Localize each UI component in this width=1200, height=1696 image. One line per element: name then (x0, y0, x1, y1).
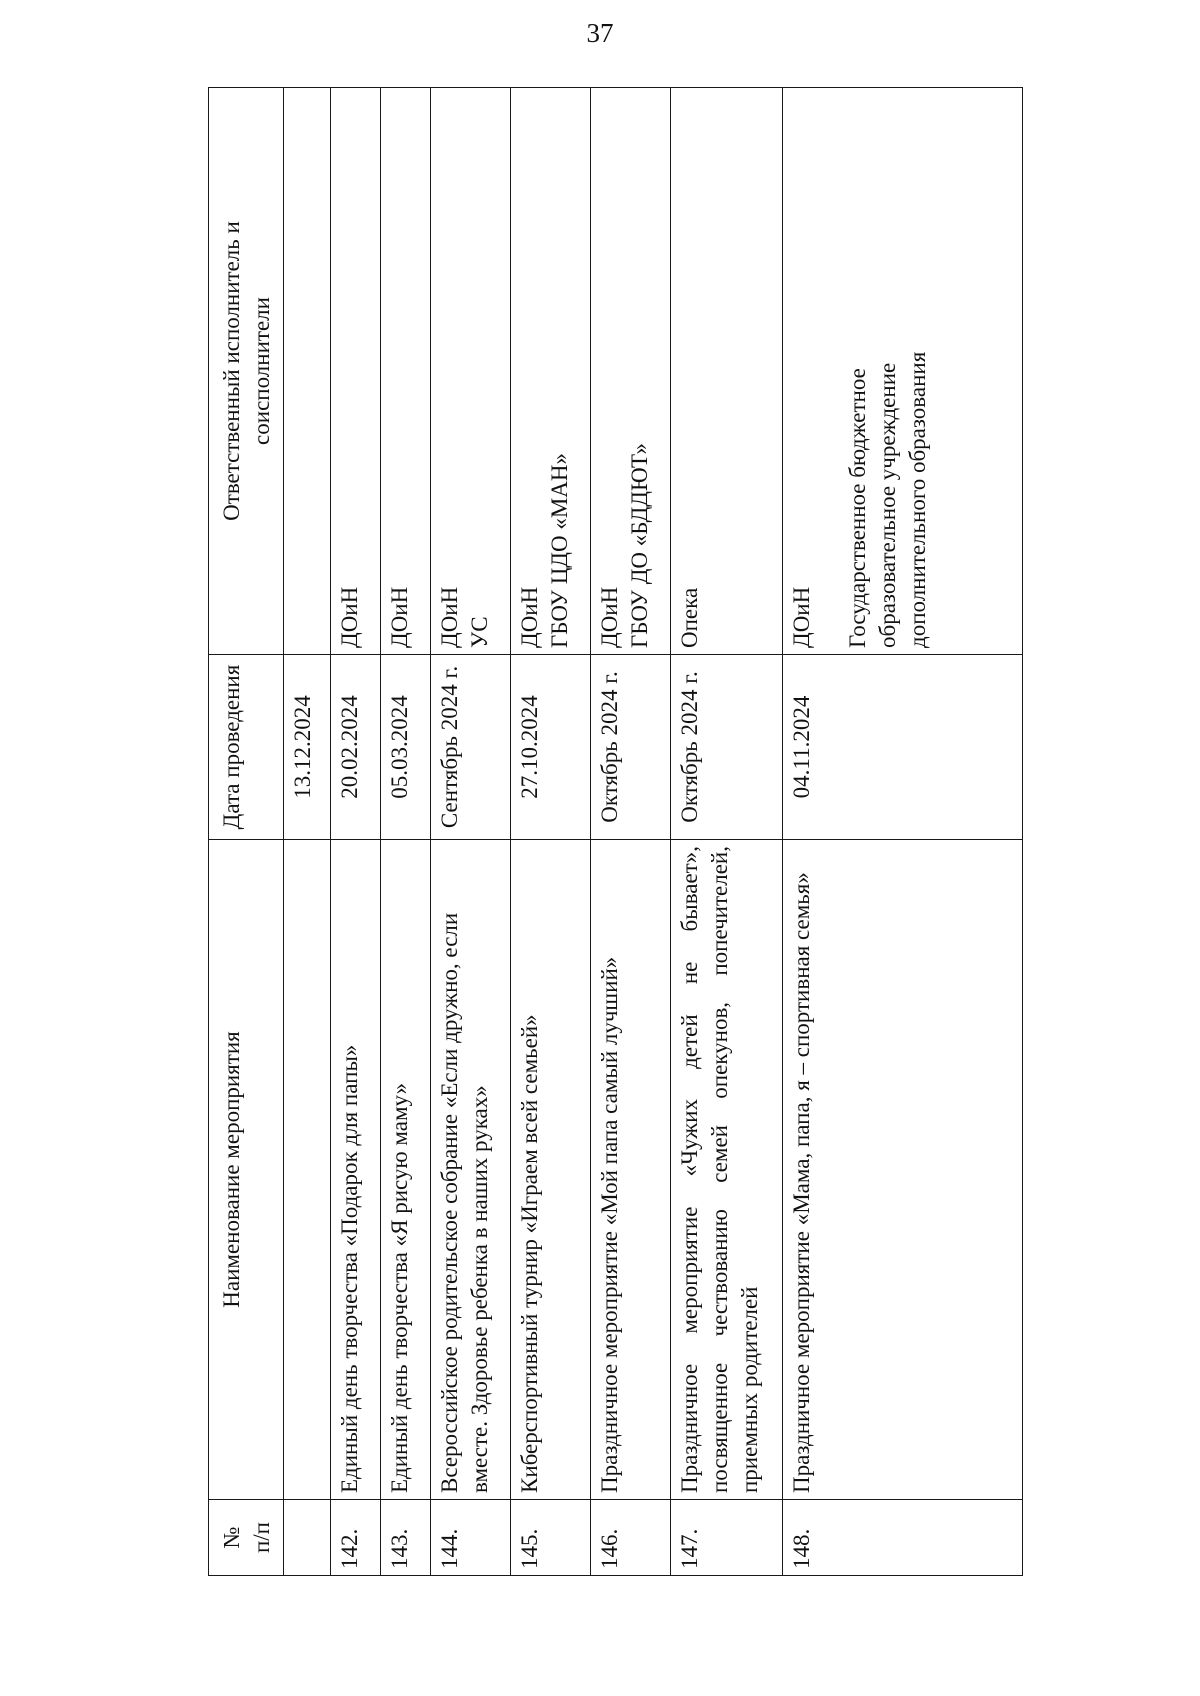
responsible-line: ДОиН (597, 586, 622, 648)
event-responsible (511, 88, 591, 655)
table-row (511, 88, 591, 1576)
responsible-line: ДОиН (517, 586, 542, 648)
spacer (817, 94, 843, 648)
table-row (431, 88, 511, 1576)
event-responsible (671, 88, 783, 655)
row-number: 144. (431, 1500, 511, 1576)
event-date: 05.03.2024 (381, 655, 431, 840)
event-name: Всероссийское родительское собрание «Если дружно, если вместе. Здоровье ребенка в наших руках» (431, 840, 511, 1500)
header-date: Дата проведения (209, 655, 284, 840)
organization-line: образовательное учреждение (874, 362, 900, 648)
row-number: 147. (671, 1500, 783, 1576)
event-responsible (591, 88, 671, 655)
continuation-date: 13.12.2024 (284, 655, 331, 840)
responsible-line: ДОиН (789, 586, 814, 648)
event-date: Октябрь 2024 г. (671, 655, 783, 840)
row-number: 145. (511, 1500, 591, 1576)
responsible-line: ГБОУ ДО «БДДЮТ» (626, 443, 652, 648)
continuation-num-cell (284, 1500, 331, 1576)
event-name: Единый день творчества «Я рисую маму» (381, 840, 431, 1500)
event-responsible (331, 88, 381, 655)
event-responsible (381, 88, 431, 655)
table-row (671, 88, 783, 1576)
table-row (331, 88, 381, 1576)
table-row (783, 88, 1023, 1576)
responsible-line: УС (466, 616, 492, 648)
event-name: Единый день творчества «Подарок для папы» (331, 840, 381, 1500)
event-responsible (431, 88, 511, 655)
table-row (381, 88, 431, 1576)
responsible-line: ГБОУ ЦДО «МАН» (546, 452, 572, 648)
event-responsible (783, 88, 1023, 655)
event-name: Киберспортивный турнир «Играем всей семьей» (511, 840, 591, 1500)
event-date: Сентябрь 2024 г. (431, 655, 511, 840)
row-number: 148. (783, 1500, 1023, 1576)
table-row (591, 88, 671, 1576)
event-date: 20.02.2024 (331, 655, 381, 840)
event-name: Праздничное мероприятие «Мой папа самый лучший» (591, 840, 671, 1500)
events-table (208, 87, 1023, 1576)
responsible-line: Опека (677, 587, 702, 648)
row-number: 146. (591, 1500, 671, 1576)
header-event-name: Наименование мероприятия (209, 840, 284, 1500)
table-header-row (209, 88, 284, 1576)
page-number: 37 (586, 18, 614, 48)
organization-line: Государственное бюджетное (844, 368, 870, 648)
header-number-abbr: п/п (248, 1522, 274, 1554)
event-date: 04.11.2024 (783, 655, 1023, 840)
event-date: 27.10.2024 (511, 655, 591, 840)
continuation-name-cell (284, 840, 331, 1500)
event-name: Праздничное мероприятие «Чужих детей не бывает», посвященное чествованию семей опекунов, попечителей, приемных родителей (671, 840, 783, 1500)
responsible-line: ДОиН (387, 586, 412, 648)
header-responsible-line1: Ответственный исполнитель и (219, 221, 244, 521)
event-name: Праздничное мероприятие «Мама, папа, я – спортивная семья» (783, 840, 1023, 1500)
responsible-line: ДОиН (437, 586, 462, 648)
continuation-row (284, 88, 331, 1576)
row-number: 143. (381, 1500, 431, 1576)
header-number (209, 1500, 284, 1576)
row-number: 142. (331, 1500, 381, 1576)
header-number-symbol: № (219, 1526, 244, 1549)
responsible-line: ДОиН (337, 586, 362, 648)
event-date: Октябрь 2024 г. (591, 655, 671, 840)
header-responsible-line2: соисполнители (248, 297, 274, 445)
header-responsible (209, 88, 284, 655)
rotated-table-container (208, 88, 1023, 1576)
organization-line: дополнительного образования (904, 351, 930, 648)
continuation-resp-cell (284, 88, 331, 655)
